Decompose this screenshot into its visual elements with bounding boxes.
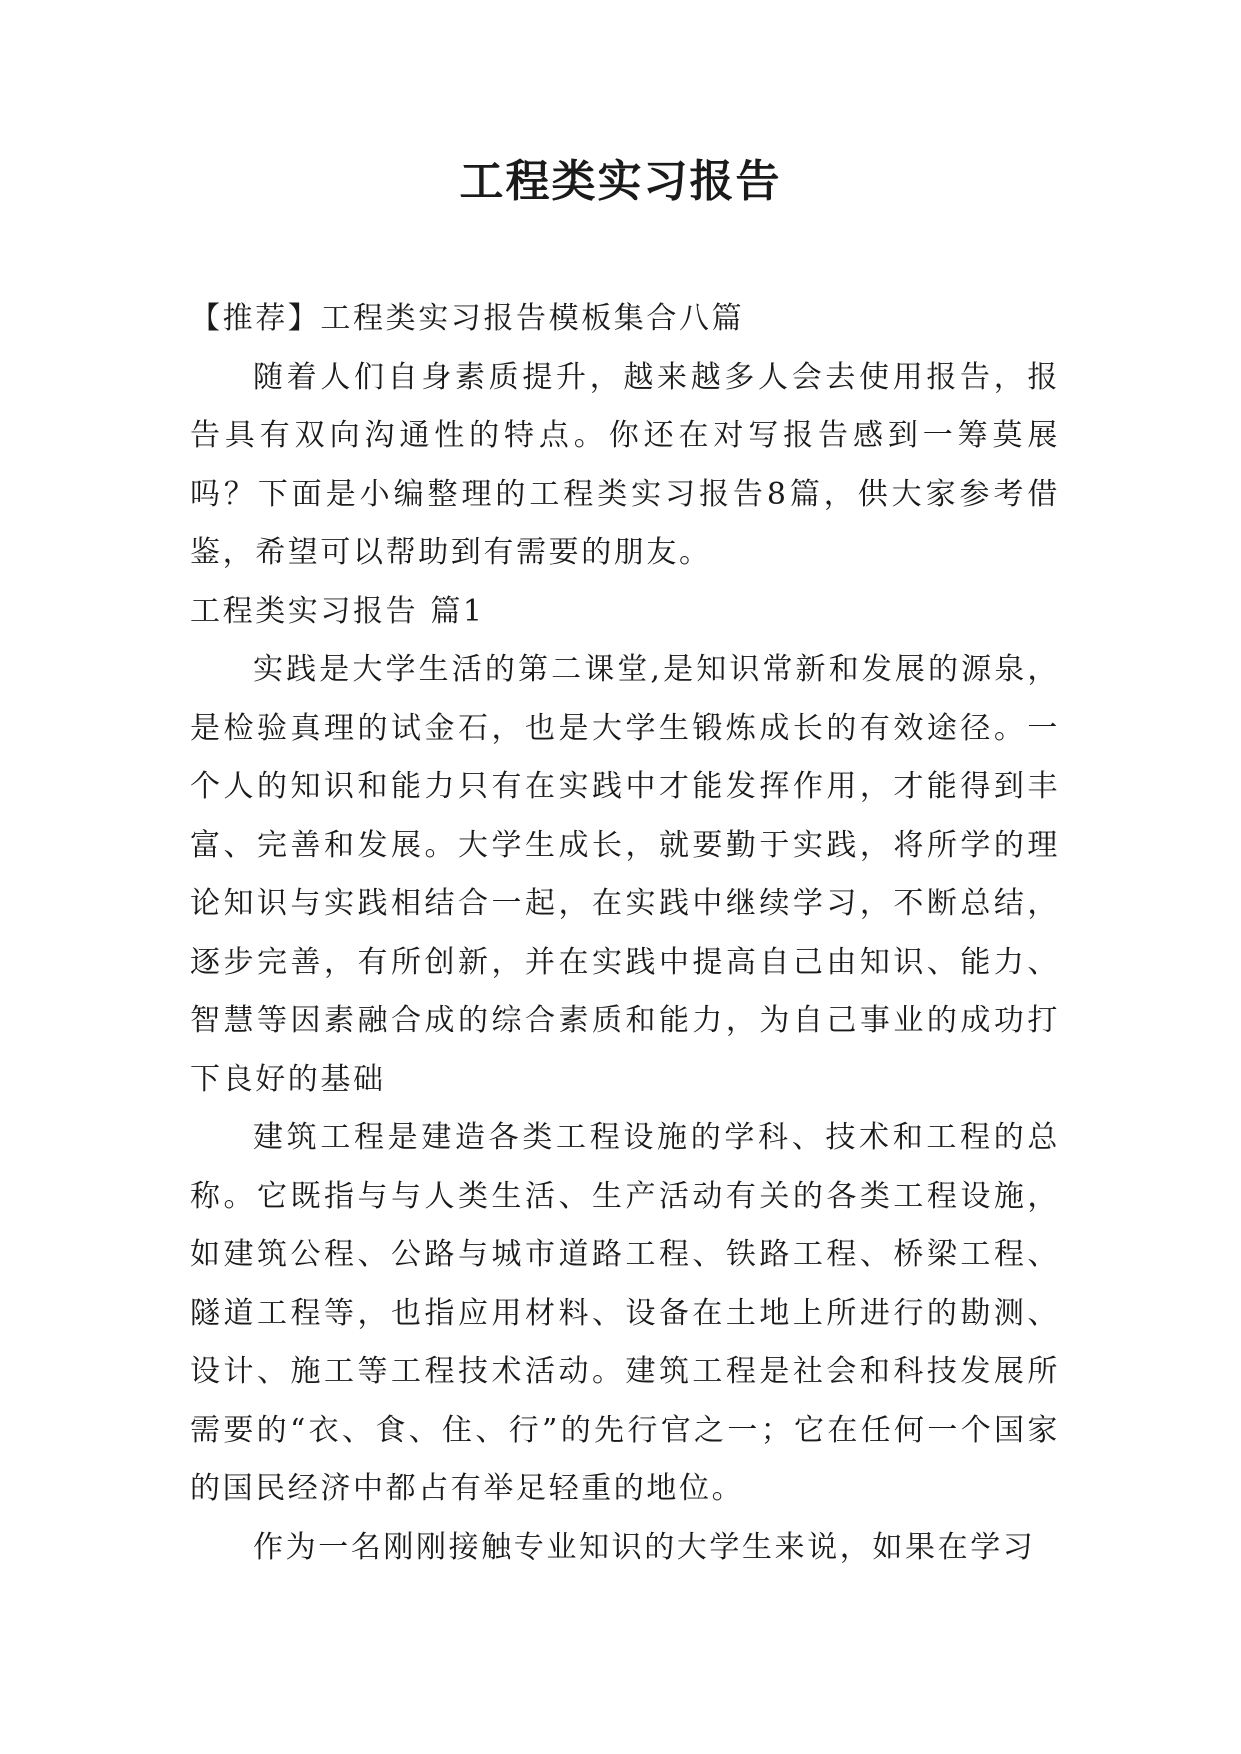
body-paragraph: 作为一名刚刚接触专业知识的大学生来说，如果在学习 (253, 1529, 1036, 1565)
body-paragraph: 实践是大学生活的第二课堂,是知识常新和发展的源泉，是检验真理的试金石，也是大学生锻炼成长的有效途径。一个人的知识和能力只有在实践中才能发挥作用，才能得到丰富、完善和发展。大学生成长，就要勤于实践，将所学的理论知识与实践相结合一起，在实践中继续学习，不断总结，逐步完善，有所创新，并在实践中提高自己由知识、能力、智慧等因素融合成的综合素质和能力，为自己事业的成功打下良好的基础 (190, 652, 1060, 1097)
intro-paragraph: 随着人们自身素质提升，越来越多人会去使用报告，报告具有双向沟通性的特点。你还在对写报告感到一筹莫展吗？下面是小编整理的工程类实习报告8篇，供大家参考借鉴，希望可以帮助到有需要的朋友。 (190, 359, 1060, 570)
document-body (190, 290, 1060, 1577)
document-subtitle: 【推荐】工程类实习报告模板集合八篇 (190, 301, 745, 336)
body-paragraph: 建筑工程是建造各类工程设施的学科、技术和工程的总称。它既指与与人类生活、生产活动有关的各类工程设施，如建筑公程、公路与城市道路工程、铁路工程、桥梁工程、隧道工程等，也指应用材料、设备在土地上所进行的勘测、设计、施工等工程技术活动。建筑工程是社会和科技发展所需要的“衣、食、住、行”的先行官之一；它在任何一个国家的国民经济中都占有举足轻重的地位。 (190, 1120, 1060, 1506)
section-heading: 工程类实习报告 篇1 (190, 593, 485, 629)
document-title: 工程类实习报告 (459, 156, 782, 207)
